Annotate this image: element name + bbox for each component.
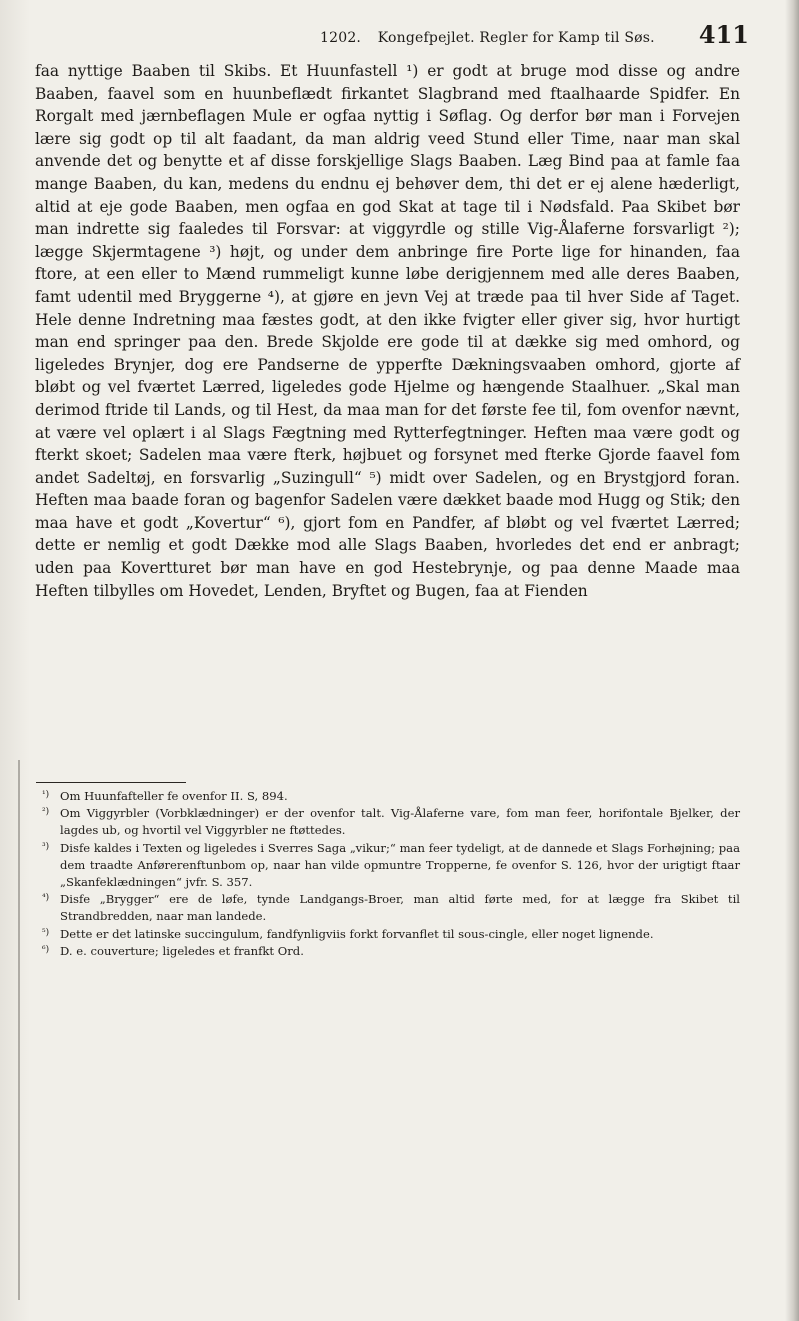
footnote-6	[42, 943, 740, 960]
footnote-mark: ²)	[42, 807, 50, 818]
footnote-separator	[36, 782, 186, 783]
footnote-3	[42, 840, 740, 892]
footnote-text: Om Huunfafteller fe ovenfor II. S, 894.	[60, 789, 288, 803]
body-paragraph: faa nyttige Baaben til Skibs. Et Huunfastell ¹) er godt at bruge mod disse og andre Baaben, faavel som en huunbeflædt firkantet Slagbrand med ftaalhaarde Spidfer. En Rorgalt med jærnbeflagen Mule er ogfaa nyttig i Søflag. Og derfor bør man i Forvejen lære sig godt op til alt faadant, da man aldrig veed Stund eller Time, naar man skal anvende det og benytte et af disse forskjellige Slags Baaben. Læg Bind paa at famle faa mange Baaben, du kan, medens du endnu ej behøver dem, thi det er ej alene hæderligt, altid at eje gode Baaben, men ogfaa en god Skat at tage til i Nødsfald. Paa Skibet bør man indrette sig faaledes til Forsvar: at viggyrdle og stille Vig-Ålaferne forsvarligt ²); lægge Skjermtagene ³) højt, og under dem anbringe fire Porte lige for hinanden, faa ftore, at een eller to Mænd rummeligt kunne løbe derigjennem med alle deres Baaben, famt udentil med Bryggerne ⁴), at gjøre en jevn Vej at træde paa til hver Side af Taget. Hele denne Indretning maa fæstes godt, at den ikke fvigter eller giver sig, hvor hurtigt man end springer paa den. Brede Skjolde ere gode til at dække sig med omhord, og ligeledes Brynjer, dog ere Pandserne de ypperfte Dækningsvaaben omhord, gjorte af bløbt og vel fværtet Lærred, ligeledes gode Hjelme og hængende Staalhuer. „Skal man derimod ftride til Lands, og til Hest, da maa man for det første fee til, fom ovenfor nævnt, at være vel oplært i al Slags Fægtning med Rytterfegtninger. Heften maa være godt og fterkt skoet; Sadelen maa være fterk, højbuet og forsynet med fterke Gjorde faavel fom andet Sadeltøj, en forsvarlig „Suzingull“ ⁵) midt over Sadelen, og en Brystgjord foran. Heften maa baade foran og bagenfor Sadelen være dækket baade mod Hugg og Stik; den maa have et godt „Kovertur“ ⁶), gjort fom en Pandfer, af bløbt og vel fværtet Lærred; dette er nemlig et godt Dække mod alle Slags Baaben, hvorledes det end er anbragt; uden paa Kovertturet bør man have en god Hestebrynje, og paa denne Maade maa Heften tilbylles om Hovedet, Lenden, Bryftet og Bugen, faa at Fienden	[35, 62, 740, 600]
footnote-4	[42, 891, 740, 925]
footnotes	[42, 788, 740, 960]
footnote-mark: ⁵)	[42, 927, 50, 938]
running-header	[0, 20, 799, 60]
footnote-5	[42, 926, 740, 943]
main-text	[35, 60, 740, 602]
footnote-text: Disfe kaldes i Texten og ligeledes i Sverres Saga „vikur;“ man feer tydeligt, at de dannede et Slags Forhøjning; paa dem traadte Anførerenftunbom op, naar han vilde opmuntre Tropperne, fe ovenfor S. 126, hvor der urigtigt ftaar „Skanfeklædningen“ jvfr. S. 357.	[60, 840, 740, 890]
running-title-text: Kongefpejlet. Regler for Kamp til Søs.	[377, 30, 655, 46]
page-number: 411	[698, 20, 749, 49]
page-number-left: 1202.	[320, 30, 362, 46]
running-title	[320, 30, 655, 46]
footnote-1	[42, 788, 740, 805]
footnote-mark: ⁶)	[42, 944, 50, 955]
page-right-edge-shadow	[785, 0, 799, 1321]
footnote-2	[42, 805, 740, 839]
footnote-mark: ¹)	[42, 790, 50, 800]
page-left-edge-shading	[0, 0, 30, 1321]
footnote-text: Dette er det latinske succingulum, fandfynligviis forkt forvanflet til sous-cingle, eller noget lignende.	[60, 926, 654, 941]
footnote-text: D. e. couverture; ligeledes et franfkt Ord.	[60, 943, 304, 958]
footnote-mark: ³)	[42, 841, 50, 852]
footnote-text: Om Viggyrbler (Vorbklædninger) er der ovenfor talt. Vig-Ålaferne vare, fom man feer, horifontale Bjelker, der lagdes ub, og hvortil vel Viggyrbler ne ftøttedes.	[60, 806, 740, 838]
binding-edge-line	[18, 760, 20, 1300]
footnote-mark: ⁴)	[42, 893, 50, 904]
footnote-text: Disfe „Brygger“ ere de løfe, tynde Landgangs-Broer, man altid førte med, for at lægge fra Skibet til Strandbredden, naar man landede.	[60, 892, 740, 924]
